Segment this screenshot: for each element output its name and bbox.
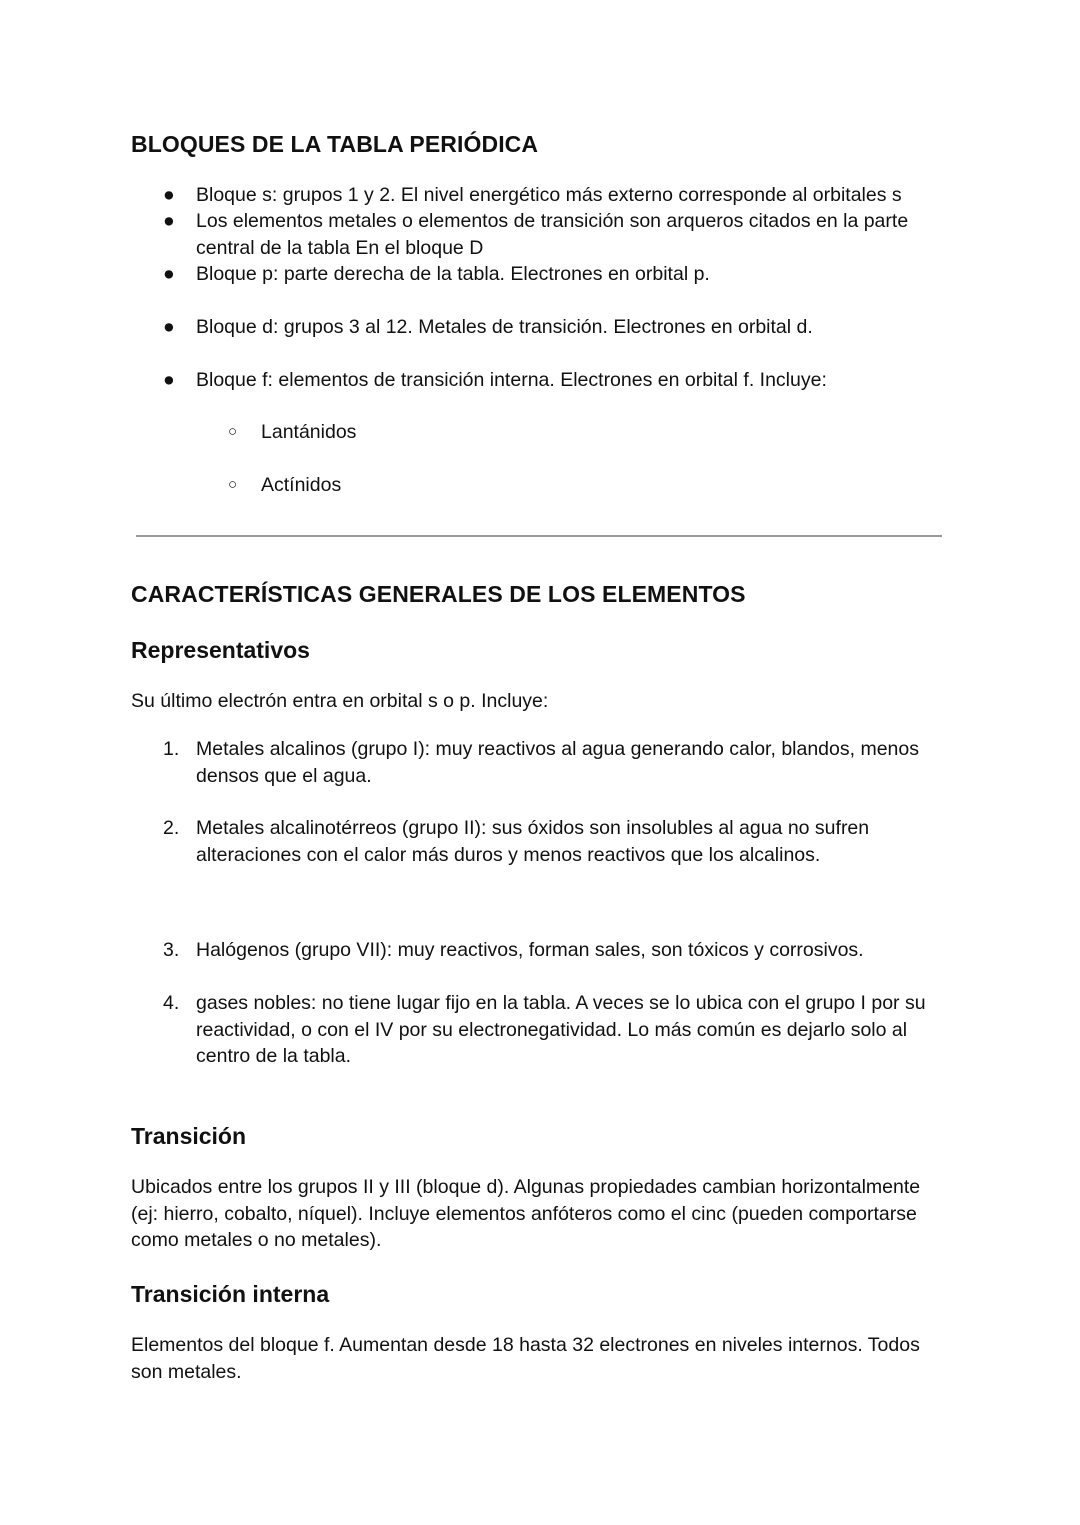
representativos-intro: Su último electrón entra en orbital s o p. Incluye: [131, 690, 549, 712]
heading-transicion: Transición [131, 1123, 247, 1149]
list-number: 4. [163, 992, 180, 1014]
list-item: Halógenos (grupo VII): muy reactivos, forman sales, son tóxicos y corrosivos. [196, 939, 864, 961]
list-number: 1. [163, 738, 180, 760]
circle-bullet-icon: ○ [228, 423, 238, 440]
list-item: Metales alcalinos (grupo I): muy reactivos al agua generando calor, blandos, menos densos que el agua. [196, 738, 919, 787]
circle-bullet-icon: ○ [228, 476, 238, 493]
section-title-caracteristicas: CARACTERÍSTICAS GENERALES DE LOS ELEMENTOS [131, 581, 746, 607]
list-item: Bloque d: grupos 3 al 12. Metales de transición. Electrones en orbital d. [196, 316, 813, 338]
list-number: 3. [163, 939, 180, 961]
list-item: Bloque f: elementos de transición interna. Electrones en orbital f. Incluye: [196, 369, 827, 391]
transicion-paragraph: Ubicados entre los grupos II y III (bloque d). Algunas propiedades cambian horizontalmente (ej: hierro, cobalto, níquel). Incluye elementos anfóteros como el cinc (pueden comportarse como metales o no metales). [131, 1176, 921, 1251]
list-item: gases nobles: no tiene lugar fijo en la tabla. A veces se lo ubica con el grupo I por su reactividad, o con el IV por su electronegatividad. Lo más común es dejarlo solo al centro de la tabla. [196, 992, 926, 1067]
bullet-icon: ● [163, 184, 175, 206]
list-item: Los elementos metales o elementos de transición son arqueros citados en la parte central de la tabla En el bloque D [196, 210, 909, 259]
transicion-interna-paragraph: Elementos del bloque f. Aumentan desde 18 hasta 32 electrones en niveles internos. Todos son metales. [131, 1334, 920, 1383]
sub-list-item-lantanidos: Lantánidos [261, 421, 357, 443]
list-item: Bloque p: parte derecha de la tabla. Electrones en orbital p. [196, 263, 710, 285]
list-item: Metales alcalinotérreos (grupo II): sus óxidos son insolubles al agua no sufren alteraciones con el calor más duros y menos reactivos que los alcalinos. [196, 817, 870, 866]
bullet-icon: ● [163, 316, 175, 338]
bullet-icon: ● [163, 210, 175, 232]
horizontal-divider [136, 535, 942, 537]
heading-representativos: Representativos [131, 637, 310, 663]
section-title-bloques: BLOQUES DE LA TABLA PERIÓDICA [131, 131, 539, 157]
heading-transicion-interna: Transición interna [131, 1281, 330, 1307]
sub-list-item-actinidos: Actínidos [261, 474, 342, 496]
list-number: 2. [163, 817, 180, 839]
bullet-icon: ● [163, 369, 175, 391]
bullet-icon: ● [163, 263, 175, 285]
list-item: Bloque s: grupos 1 y 2. El nivel energético más externo corresponde al orbitales s [196, 184, 902, 206]
